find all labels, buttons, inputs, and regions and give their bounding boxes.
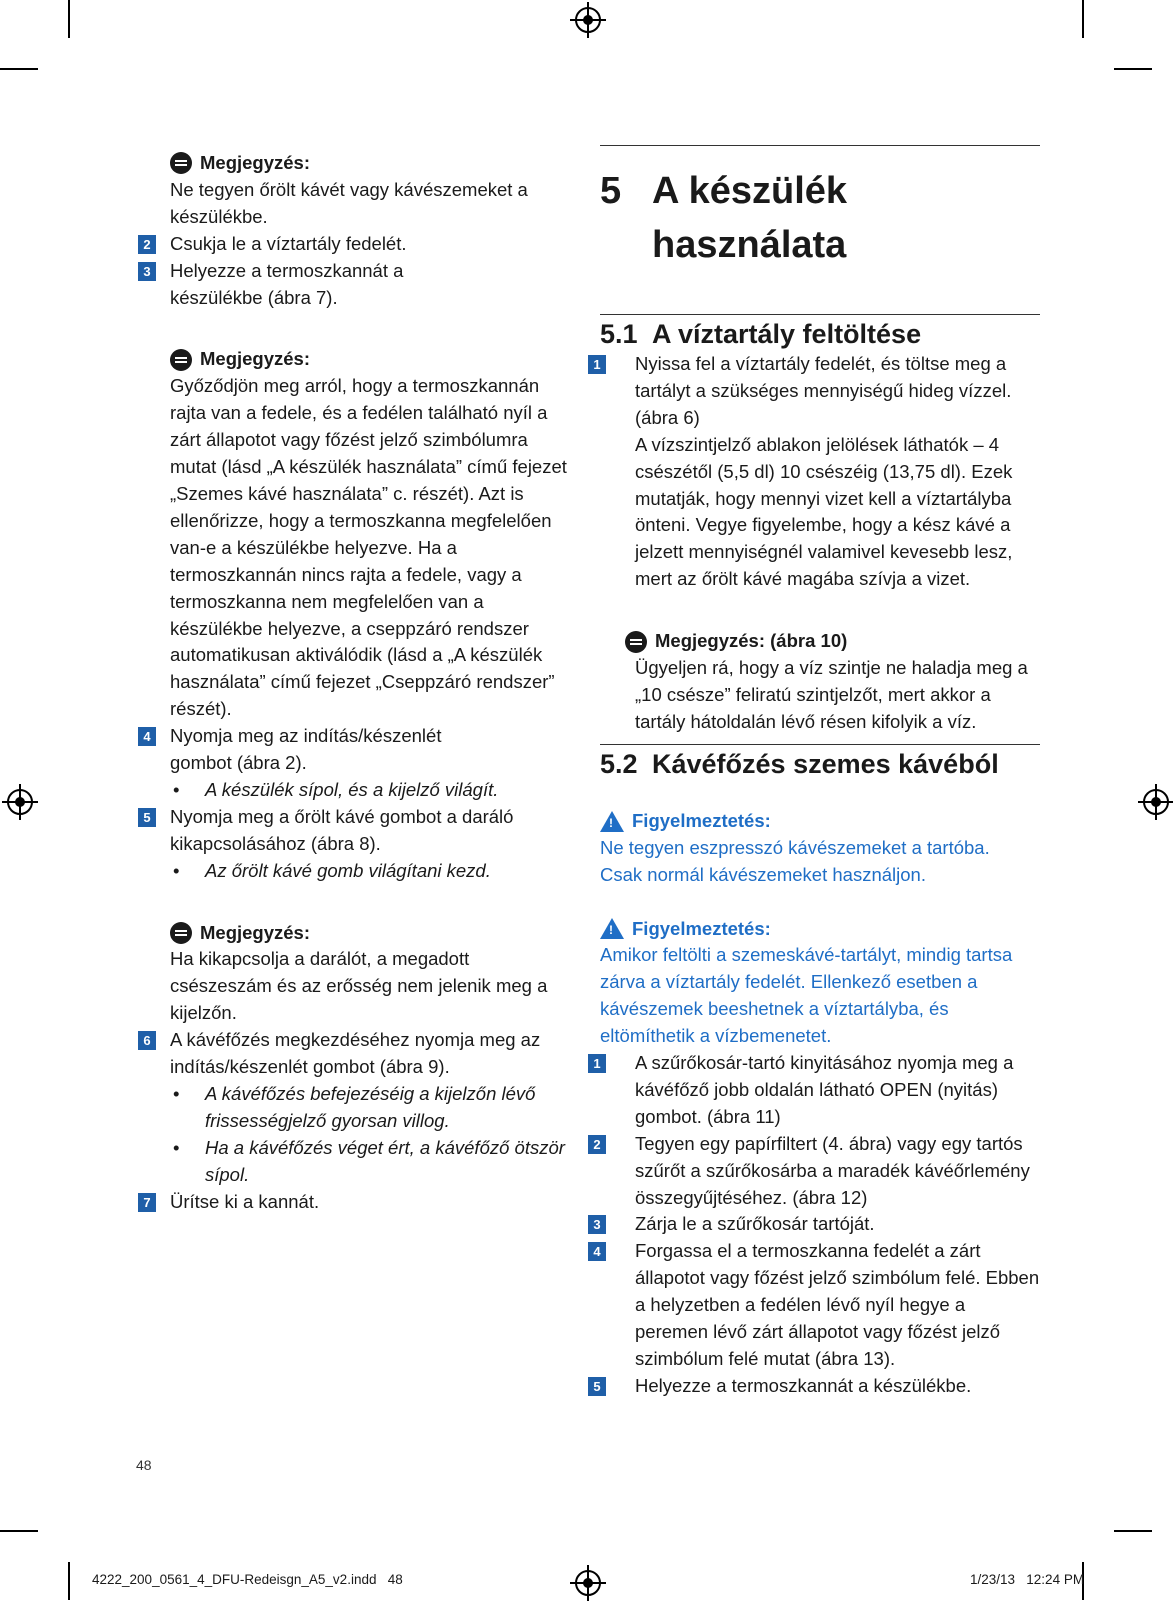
crop-mark	[68, 0, 70, 38]
note-icon	[170, 152, 192, 174]
warning-text: Ne tegyen eszpresszó kávészemeket a tartóba. Csak normál kávészemeket használjon.	[600, 836, 990, 885]
note-text: Ha kikapcsolja a darálót, a megadott csészeszám és az erősség nem jelenik meg a kijelzőn.	[170, 948, 548, 1024]
warning-icon: !	[600, 918, 624, 939]
left-column	[143, 150, 575, 1216]
step-1: 1 A szűrőkosár-tartó kinyitásához nyomja meg a kávéfőző jobb oldalán látható OPEN (nyitás) gombot. (ábra 11)	[600, 1050, 1040, 1131]
chapter-rule	[600, 145, 1040, 146]
note-icon	[170, 349, 192, 371]
crop-mark	[1082, 0, 1084, 38]
step-number: 2	[138, 235, 156, 254]
registration-mark-icon	[7, 789, 33, 815]
note-text: Győződjön meg arról, hogy a termoszkannán rajta van a fedele, és a fedélen található nyíl a zárt állapotot vagy főzést jelző szimbólumra mutat (lásd „A készülék használata” című fejezet „Szemes kávé használata” c. részét). Azt is ellenőrizze, hogy a termoszkanna megfelelően van-e a készülékbe helyezve. Ha a termoszkannán nincs rajta a fedele, vagy a termoszkanna nem megfelelően van a készülékbe helyezve, a cseppzáró rendszer automatikusan aktiválódik (lásd a „A készülék használata” című fejezet „Cseppzáró rendszer” részét).	[170, 375, 567, 720]
note-heading: Megjegyzés:	[170, 150, 575, 177]
step-number: 4	[588, 1242, 606, 1261]
result-bullet: • Az őrölt kávé gomb világítani kezd.	[170, 858, 575, 885]
step-5: 5 Helyezze a termoszkannát a készülékbe.	[600, 1373, 1040, 1400]
crop-mark	[1114, 68, 1152, 70]
section-rule	[600, 314, 1040, 315]
step-number: 7	[138, 1193, 156, 1212]
registration-mark-icon	[575, 1570, 601, 1596]
step-3: 3 Zárja le a szűrőkosár tartóját.	[600, 1211, 1040, 1238]
step-4: 4 Forgassa el a termoszkanna fedelét a zárt állapotot vagy főzést jelző szimbólum felé. Ebben a helyzetben a fedélen lévő nyíl hegye a peremen lévő zárt állapotot vagy főzést jelző szimbólum felé mutat (ábra 13).	[600, 1238, 1040, 1373]
result-bullet: • A készülék sípol, és a kijelző világít.	[170, 777, 575, 804]
step-4: 4 Nyomja meg az indítás/készenlét gombot (ábra 2).	[170, 723, 575, 777]
note-heading: Megjegyzés:	[170, 920, 575, 947]
note-icon	[625, 631, 647, 653]
step-number: 1	[588, 1054, 606, 1073]
warning-heading: ! Figyelmeztetés:	[600, 916, 1040, 943]
step-number: 6	[138, 1031, 156, 1050]
step-number: 2	[588, 1135, 606, 1154]
step-6: 6 A kávéfőzés megkezdéséhez nyomja meg az indítás/készenlét gombot (ábra 9).	[170, 1027, 575, 1081]
step-number: 5	[138, 808, 156, 827]
step-1: 1 Nyissa fel a víztartály fedelét, és töltse meg a tartályt a szükséges mennyiségű hideg vízzel. (ábra 6) A vízszintjelző ablakon jelölések láthatók – 4 csészétől (5,5 dl) 10 csészéig (13,75 dl). Ezek mutatják, hogy mennyi vizet kell a víztartályba önteni. Vegye figyelembe, hogy a kész kávé a jelzett mennyiségnél valamivel kevesebb lesz, mert az őrölt kávé magába szívja a vizet.	[600, 351, 1040, 593]
step-3: 3 Helyezze a termoszkannát a készülékbe (ábra 7).	[170, 258, 575, 312]
step-2: 2 Tegyen egy papírfiltert (4. ábra) vagy egy tartós szűrőt a szűrőkosárba a maradék kávéőrlemény összegyűjtéséhez. (ábra 12)	[600, 1131, 1040, 1212]
crop-mark	[0, 1530, 38, 1532]
step-7: 7 Ürítse ki a kannát.	[170, 1189, 575, 1216]
warning-icon: !	[600, 811, 624, 832]
right-column	[593, 145, 1040, 1400]
page-number: 48	[136, 1457, 152, 1473]
note-text: Ne tegyen őrölt kávét vagy kávészemeket a készülékbe.	[170, 178, 528, 227]
registration-mark-icon	[1143, 789, 1169, 815]
chapter-title: 5 A készülék használata	[600, 170, 848, 266]
warning-heading: ! Figyelmeztetés:	[600, 808, 1040, 835]
registration-mark-icon	[575, 7, 601, 33]
result-bullet: • A kávéfőzés befejezéséig a kijelzőn lévő frissességjelző gyorsan villog.	[170, 1081, 545, 1135]
note-heading: Megjegyzés: (ábra 10)	[600, 628, 1040, 655]
step-number: 3	[588, 1215, 606, 1234]
footer-datetime: 1/23/13 12:24 PM	[970, 1572, 1085, 1587]
step-number: 1	[588, 355, 606, 374]
warning-text: Amikor feltölti a szemeskávé-tartályt, mindig tartsa zárva a víztartály fedelét. Ellenkező esetben a kávészemek beeshetnek a víztartályba, és eltömíthetik a vízbemenetet.	[600, 944, 1013, 1047]
note-icon	[170, 922, 192, 944]
section-title: 5.1 A víztartály feltöltése	[600, 319, 922, 349]
section-title: 5.2 Kávéfőzés szemes kávéból	[600, 748, 999, 779]
crop-mark	[1114, 1530, 1152, 1532]
note-text: Ügyeljen rá, hogy a víz szintje ne haladja meg a „10 csésze” feliratú szintjelzőt, mert akkor a tartály hátoldalán lévő résen kifolyik a víz.	[635, 657, 1028, 732]
step-number: 5	[588, 1377, 606, 1396]
step-number: 4	[138, 727, 156, 746]
step-2: 2 Csukja le a víztartály fedelét.	[170, 231, 575, 258]
result-bullet: • Ha a kávéfőzés véget ért, a kávéfőző ötször sípol.	[170, 1135, 575, 1189]
step-number: 3	[138, 262, 156, 281]
note-heading: Megjegyzés:	[170, 346, 575, 373]
crop-mark	[0, 68, 38, 70]
crop-mark	[68, 1562, 70, 1600]
section-rule	[600, 744, 1040, 745]
footer-filename: 4222_200_0561_4_DFU-Redeisgn_A5_v2.indd 48	[92, 1572, 403, 1587]
step-5: 5 Nyomja meg a őrölt kávé gombot a daráló kikapcsolásához (ábra 8).	[170, 804, 575, 858]
